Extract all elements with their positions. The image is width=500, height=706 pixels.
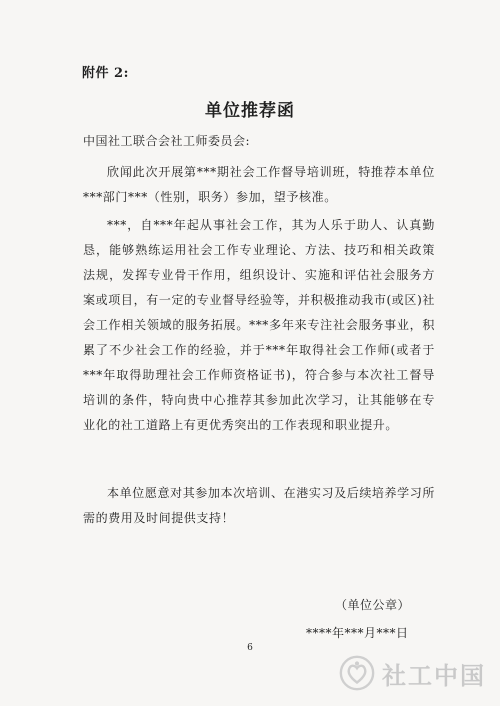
watermark-text: 社工中国	[382, 661, 486, 690]
date-line: ****年***月***日	[306, 626, 409, 640]
paragraph-support: 本单位愿意对其参加本次培训、在港实习及后续培养学习所需的费用及时间提供支持！	[83, 486, 435, 525]
attachment-label: 附件 2:	[82, 66, 129, 81]
paragraph-intro: 欣闻此次开展第***期社会工作督导培训班，特推荐本单位***部门***（性别，职务）参加，望予核准。	[83, 165, 435, 204]
paragraph-body: ***，自***年起从事社会工作，其为人乐于助人、认真勤恳，能够熟练运用社会工作专业理论、方法、技巧和相关政策法规，发挥专业骨干作用，组织设计、实施和评估社会服务方案或项目，有一定的专业督导经验等，并积极推动我市(或区)社会工作相关领域的服务拓展。***多年来专注社会服务事业，积累了不少社会工作的经验，并于***年取得社会工作师(或者于***年取得助理社会工作师资格证书)，符合参与本次社工督导培训的条件，特向贵中心推荐其参加此次学习，让其能够在专业化的社工道路上有更优秀突出的工作表现和职业提升。	[83, 218, 435, 432]
watermark	[338, 654, 486, 692]
heart-hands-logo-icon	[338, 654, 376, 692]
seal-label: （单位公章）	[335, 598, 411, 612]
page-number: 6	[247, 643, 253, 653]
addressee: 中国社工联合会社工师委员会:	[83, 134, 251, 148]
document-title: 单位推荐函	[205, 101, 295, 121]
